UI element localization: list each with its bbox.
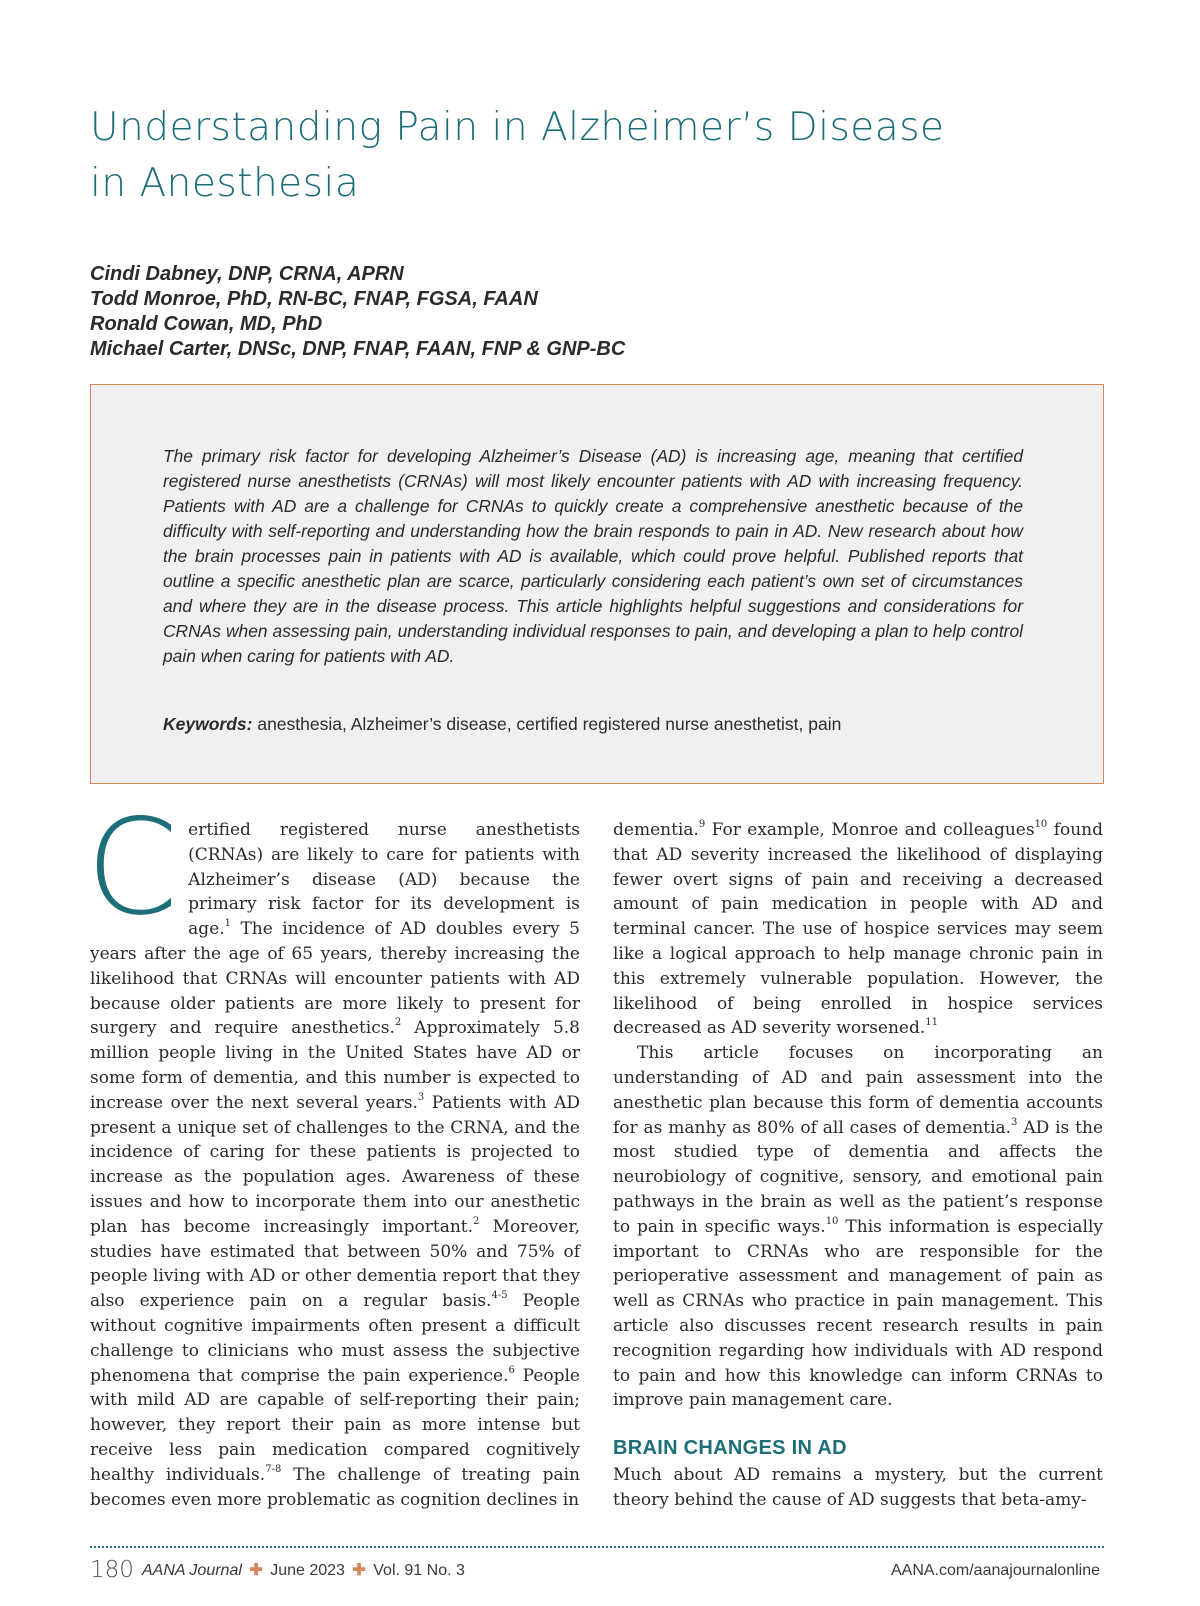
citation-number: 3 (417, 1091, 425, 1103)
page-number: 180 (90, 1557, 134, 1583)
citation-number: 3 (1011, 1116, 1018, 1128)
body-paragraph: Certified registered nurse anesthetists (CRNAs) are likely to care for patients with Alzheimer’s disease (AD) because the primary risk factor for its development is age.$^1$ The incidence of AD doubles every 5 years after the age of 65 years, thereby increasing the likelihood that CRNAs will encounter patients with AD because older patients are more likely to present for surgery and require anesthetics.$^2$ Approximately 5.8 million people living in the United States have AD or some form of dementia, and this number is expected to increase over the next several years.$^3$ Patients with AD present a unique set of challenges to the CRNA, and the incidence of caring for these patients is projected to increase as the population ages. Awareness of these issues and how to incorporate them into our anesthetic plan has become increasingly important.$^2$ Moreover, studies have estimated that between 50% and 75% of people living with AD or other dementia report that they also experience pain on a regular basis.$^{4-5}$ People without cognitive impairments often present a difficult challenge to clinicians who must assess the subjective phenomena that comprise the pain experience.$^6$ People with mild AD are capable of self-reporting their pain; however, they report their pain as more intense but receive less pain medication compared cognitively healthy individuals.$^{7-8}$ The challenge of treating pain becomes even more problematic as cognition declines in (86, 791, 581, 1510)
journal-info (142, 1561, 465, 1581)
issue-number: No. 3 (426, 1562, 465, 1579)
body-paragraph: dementia.$^9$ For example, Monroe and colleagues$^{10}$ found that AD severity increased the likelihood of displaying fewer overt signs of pain and receiving a decreased amount of pain medication in people with AD and terminal cancer. The use of hospice services may seem like a logical approach to help manage chronic pain in this extremely vulnerable population. However, the likelihood of being enrolled in hospice services decreased as AD severity worsened.$^{11}$ (613, 819, 1103, 1039)
volume-number: Vol. 91 (373, 1562, 423, 1579)
citation-number: 2 (394, 1017, 402, 1029)
body-paragraph: This article focuses on incorporating an understanding of AD and pain assessment into the anesthetic plan because this form of dementia accounts for as manhy as 80% of all cases of dementia.$^3$ AD is the most studied type of dementia and affects the neurobiology of cognitive, sensory, and emotional pain pathways in the brain as well as the patient’s response to pain in specific ways.$^{10}$ This information is especially important to CRNAs who are responsible for the perioperative assessment and management of pain as well as CRNAs who practice in pain management. This article also discusses recent research results in pain recognition regarding how individuals with AD respond to pain and how this knowledge can inform CRNAs to improve pain management care. (613, 1043, 1104, 1411)
body-paragraph: Much about AD remains a mystery, but the current theory behind the cause of AD suggests that beta-amy- (613, 1465, 1103, 1510)
citation-number: 6 (508, 1364, 515, 1376)
drop-cap: C (86, 791, 179, 945)
keywords-label: Keywords: (163, 714, 253, 734)
author-list (90, 262, 990, 362)
abstract-text: The primary risk factor for developing Alzheimer’s Disease (AD) is increasing age, meaning that certified registered nurse anesthetists (CRNAs) will most likely encounter patients with AD with increasing frequency. Patients with AD are a challenge for CRNAs to quickly create a comprehensive anesthetic because of the difficulty with self-reporting and understanding how the brain responds to pain in AD. New research about how the brain processes pain in patients with AD is available, which could prove helpful. Published reports that outline a specific anesthetic plan are scarce, particularly considering each patient’s own set of circumstances and where they are in the disease process. This article highlights helpful suggestions and considerations for CRNAs when assessing pain, understanding individual responses to pain, and developing a plan to help control pain when caring for patients with AD. (163, 446, 1023, 666)
author-name: Cindi Dabney, DNP, CRNA, APRN (90, 263, 404, 285)
plus-icon: ✚ (352, 1562, 366, 1579)
keywords-list: anesthesia, Alzheimer’s disease, certified registered nurse anesthetist, pain (257, 714, 842, 734)
citation-number: 1 (224, 918, 232, 930)
footer-divider (90, 1546, 1104, 1548)
abstract-box (90, 384, 1104, 784)
page-footer (90, 1556, 1104, 1586)
citation-number: 4-5 (491, 1290, 508, 1302)
issue-date: June 2023 (270, 1562, 345, 1579)
section-heading: BRAIN CHANGES IN AD (613, 1437, 847, 1460)
author-name: Ronald Cowan, MD, PhD (90, 313, 323, 335)
citation-number: 2 (473, 1215, 480, 1227)
article-title: Understanding Pain in Alzheimer’s Disease in Anesthesia (90, 105, 945, 206)
body-column-left (86, 791, 581, 1512)
keywords-line (163, 712, 1043, 737)
citation-number: 11 (925, 1017, 939, 1029)
author-name: Michael Carter, DNSc, DNP, FNAP, FAAN, FNP & GNP-BC (90, 338, 626, 360)
citation-number: 10 (825, 1215, 839, 1227)
plus-icon: ✚ (249, 1562, 263, 1579)
body-column-right (613, 818, 1103, 1513)
citation-number: 10 (1034, 819, 1048, 830)
journal-name: AANA Journal (142, 1562, 242, 1579)
citation-number: 9 (698, 819, 706, 830)
author-name: Todd Monroe, PhD, RN-BC, FNAP, FGSA, FAAN (90, 288, 538, 310)
citation-number: 7-8 (265, 1463, 282, 1475)
journal-website: AANA.com/aanajournalonline (890, 1562, 1100, 1579)
